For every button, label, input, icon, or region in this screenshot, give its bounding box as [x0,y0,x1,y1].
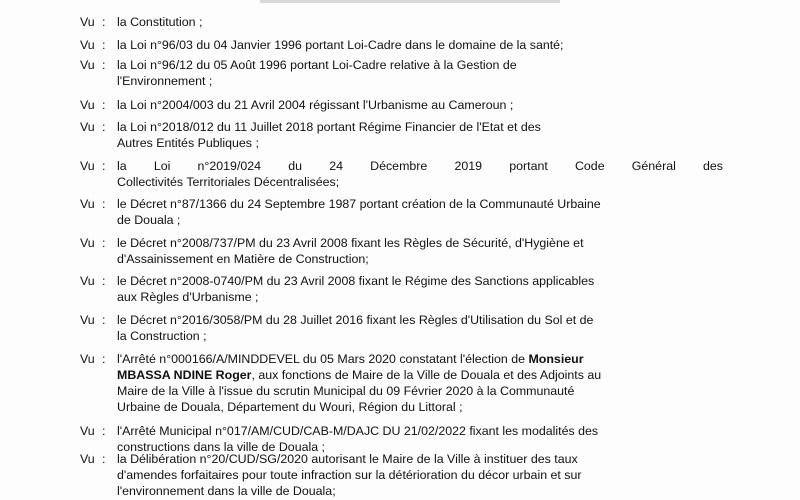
separator: : [102,197,106,211]
considerant-text [117,14,723,30]
separator: : [102,352,106,366]
separator: : [102,159,106,173]
separator: : [102,120,106,134]
text-line: d'Assainissement en Matière de Construction; [117,252,369,266]
mayor-name: MBASSA NDINE Roger [117,368,252,382]
text-line: la Construction ; [117,329,207,343]
text-line: Urbaine de Douala, Département du Wouri, Région du Littoral ; [117,400,463,414]
considerant-text [117,451,723,499]
text-line: Maire de la Ville à l'issue du scrutin Municipal du 09 Février 2020 à la Communauté [117,384,575,398]
text-line: la Loi n°2004/003 du 21 Avril 2004 régissant l'Urbanisme au Cameroun ; [117,98,514,112]
separator: : [102,38,106,52]
text-fragment: l'Arrêté n°000166/A/MINDDEVEL du 05 Mars 2020 constatant l'élection de [117,352,529,366]
separator: : [102,424,106,438]
considerant-text [117,97,723,113]
text-line [117,351,723,367]
text-line: le Décret n°87/1366 du 24 Septembre 1987 portant création de la Communauté Urbaine [117,197,601,211]
separator: : [102,236,106,250]
considerant-text [117,351,723,415]
vu-label: Vu [80,352,95,366]
text-line: la Loi n°96/03 du 04 Janvier 1996 portant Loi-Cadre dans le domaine de la santé; [117,38,564,52]
text-line: le Décret n°2016/3058/PM du 28 Juillet 2016 fixant les Règles d'Utilisation du Sol et de [117,313,594,327]
text-line: la Délibération n°20/CUD/SG/2020 autorisant le Maire de la Ville à instituer des taux [117,452,578,466]
separator: : [102,15,106,29]
text-line: le Décret n°2008-0740/PM du 23 Avril 2008 fixant le Régime des Sanctions applicables [117,274,595,288]
text-fragment: , aux fonctions de Maire de la Ville de Douala et des Adjoints au [251,368,602,382]
text-line: aux Règles d'Urbanisme ; [117,290,259,304]
mayor-title: Monsieur [528,352,584,366]
considerant-text [117,196,723,228]
vu-label: Vu [80,313,95,327]
text-line: l'Environnement ; [117,74,213,88]
text-line: constructions dans la ville de Douala ; [117,440,326,454]
text-line: d'amendes forfaitaires pour toute infraction sur la détérioration du décor urbain et sur [117,468,582,482]
vu-label: Vu [80,452,95,466]
text-line: la Constitution ; [117,15,203,29]
vu-label: Vu [80,58,95,72]
text-line: de Douala ; [117,213,181,227]
considerant-text [117,158,723,190]
text-line: la Loi n°2019/024 du 24 Décembre 2019 portant Code Général des [117,159,723,173]
considerant-text [117,235,723,267]
considerant-text [117,312,723,344]
vu-label: Vu [80,120,95,134]
vu-label: Vu [80,38,95,52]
separator: : [102,313,106,327]
text-line [117,367,723,383]
considerant-text [117,57,723,89]
separator: : [102,274,106,288]
vu-label: Vu [80,98,95,112]
separator: : [102,98,106,112]
separator: : [102,452,106,466]
considerant-text [117,119,723,151]
vu-label: Vu [80,197,95,211]
considerant-text [117,37,723,53]
vu-label: Vu [80,236,95,250]
vu-label: Vu [80,424,95,438]
text-line: la Loi n°2018/012 du 11 Juillet 2018 portant Régime Financier de l'Etat et des [117,120,541,134]
text-line: l'Arrêté Municipal n°017/AM/CUD/CAB-M/DAJC DU 21/02/2022 fixant les modalités des [117,424,599,438]
vu-label: Vu [80,15,95,29]
vu-label: Vu [80,274,95,288]
separator: : [102,58,106,72]
header-divider [260,0,560,3]
text-line: Autres Entités Publiques ; [117,136,259,150]
text-line: l'environnement dans la ville de Douala; [117,484,336,498]
text-line: le Décret n°2008/737/PM du 23 Avril 2008 fixant les Règles de Sécurité, d'Hygiène et [117,236,584,250]
vu-label: Vu [80,159,95,173]
considerant-text [117,273,723,305]
text-line: Collectivités Territoriales Décentralisées; [117,175,340,189]
text-line: la Loi n°96/12 du 05 Août 1996 portant Loi-Cadre relative à la Gestion de [117,58,517,72]
